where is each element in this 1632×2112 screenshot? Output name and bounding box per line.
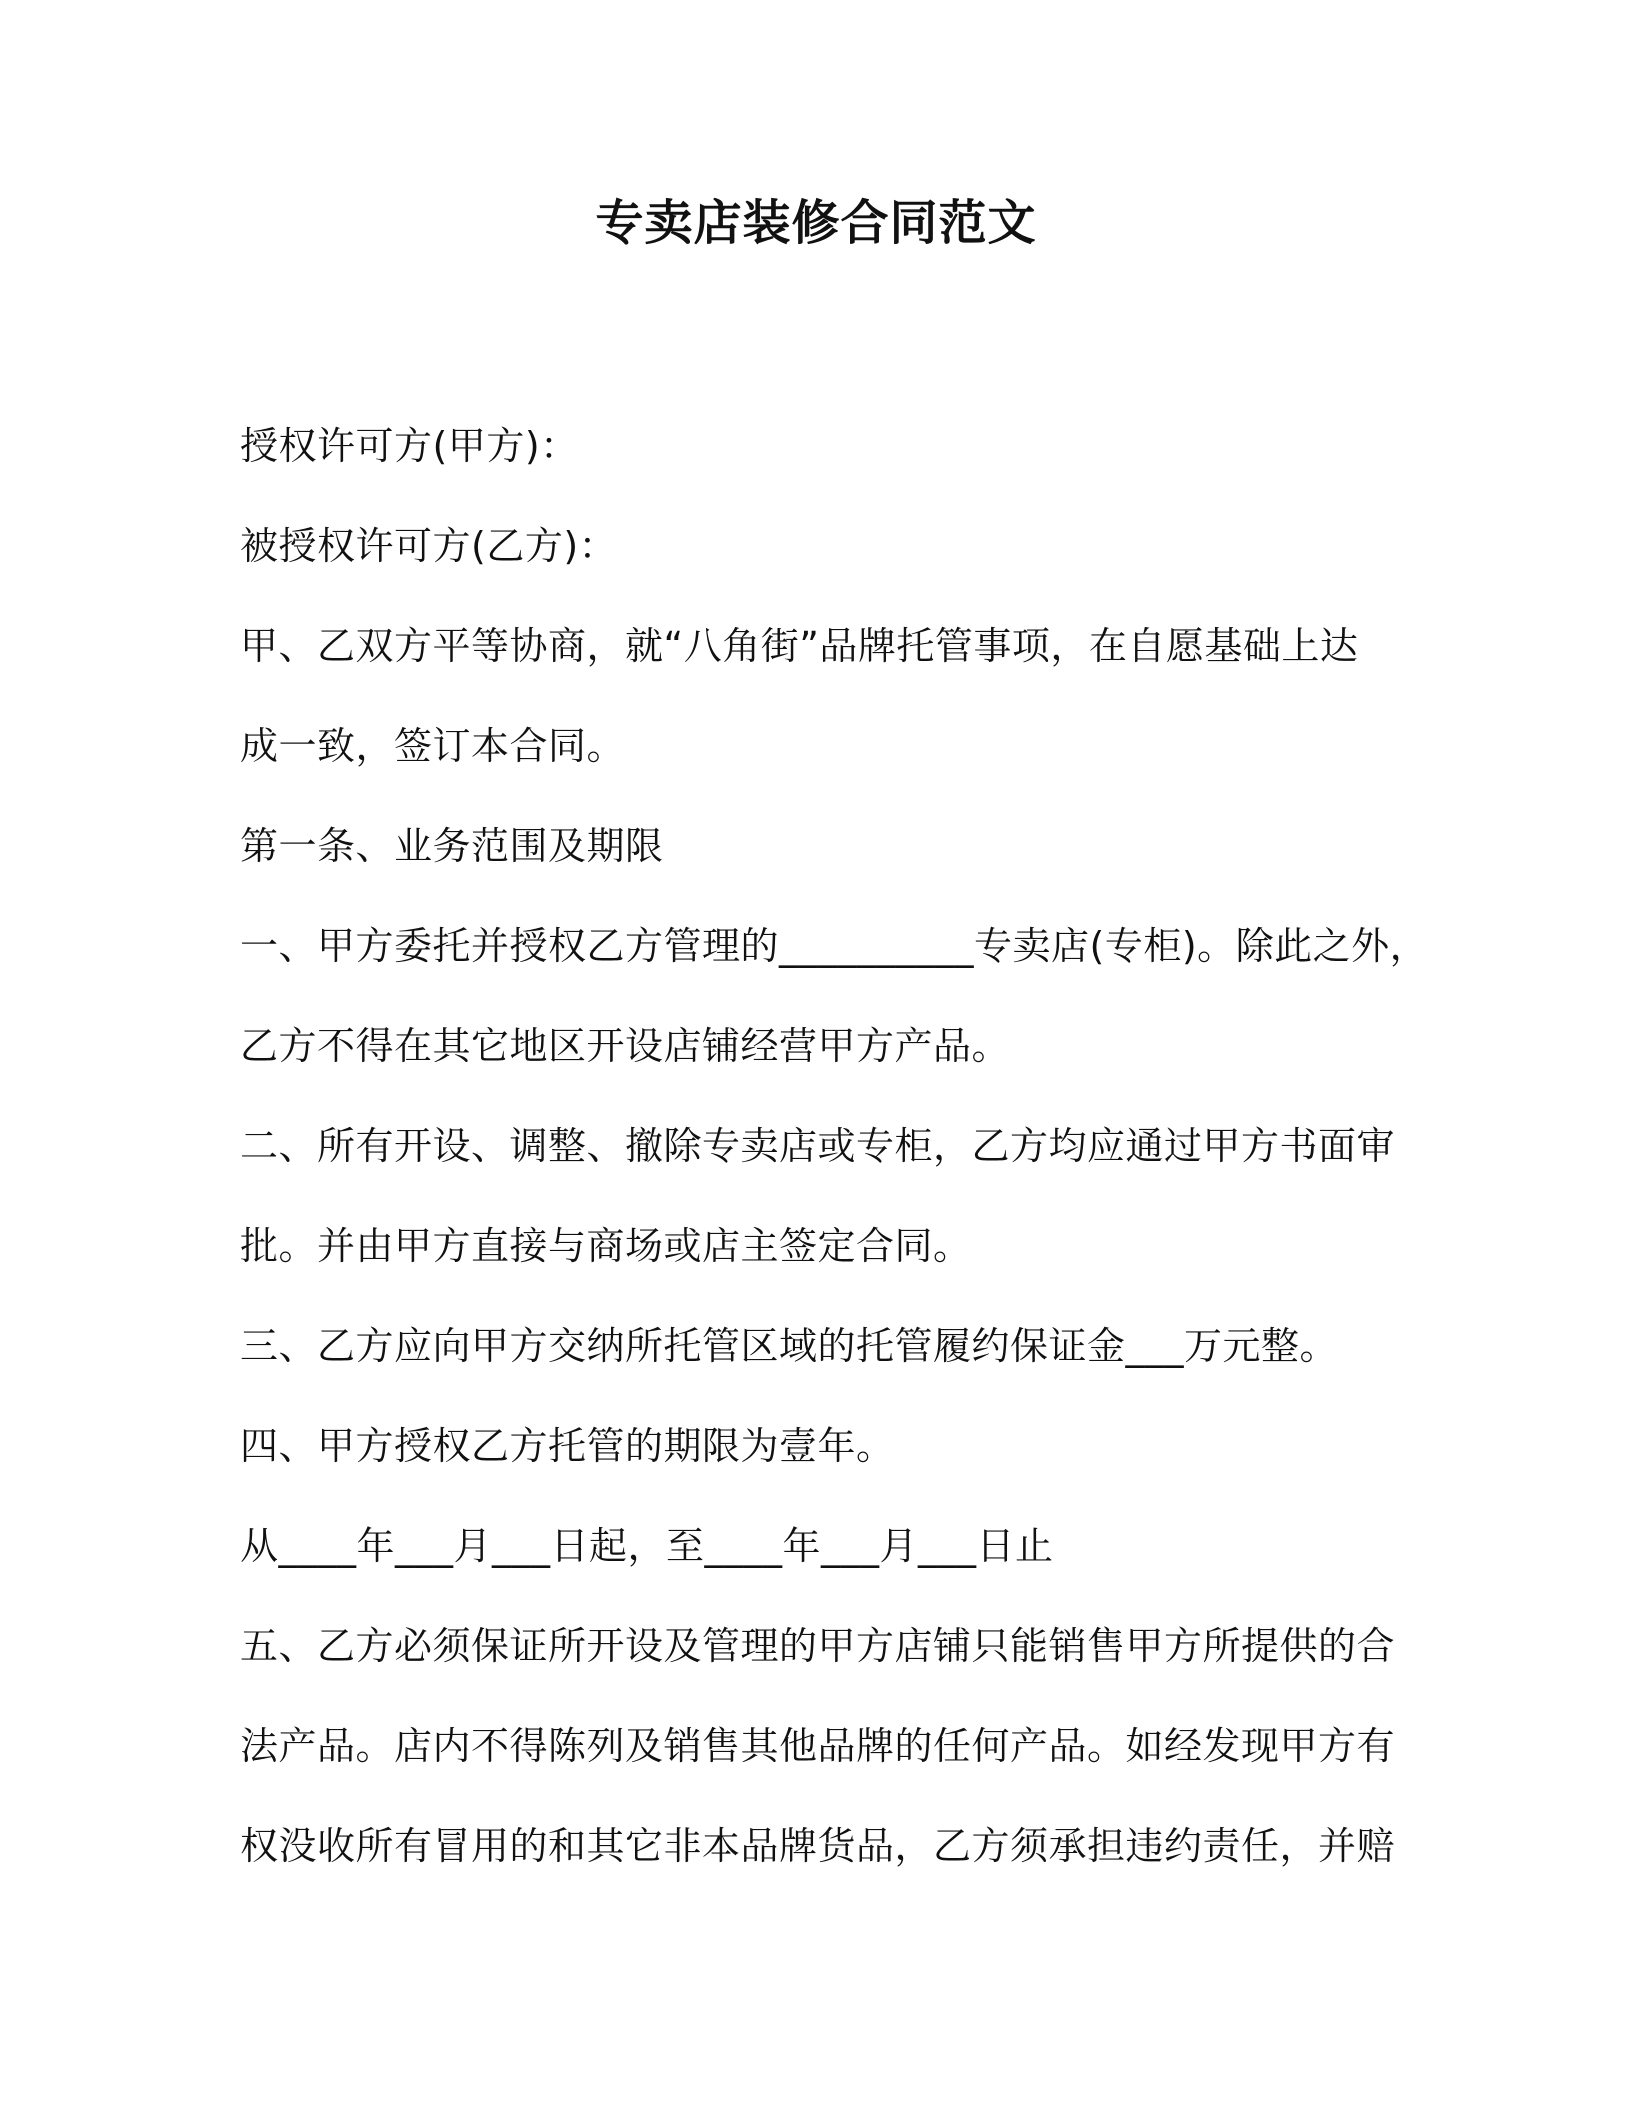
text-line-party-b: 被授权许可方(乙方)： bbox=[240, 524, 618, 568]
text-line-party-a: 授权许可方(甲方)： bbox=[240, 424, 579, 468]
text-line-clause-1a: 一、甲方委托并授权乙方管理的__________专卖店(专柜)。除此之外， bbox=[240, 924, 1429, 968]
text-line-clause-3: 三、乙方应向甲方交纳所托管区域的托管履约保证金___万元整。 bbox=[240, 1324, 1339, 1368]
text-line-clause-2b: 批。并由甲方直接与商场或店主签定合同。 bbox=[240, 1224, 972, 1268]
text-line-clause-1b: 乙方不得在其它地区开设店铺经营甲方产品。 bbox=[240, 1024, 1011, 1068]
text-line-clause-5a: 五、乙方必须保证所开设及管理的甲方店铺只能销售甲方所提供的合 bbox=[240, 1624, 1396, 1668]
text-line-period: 从____年___月___日起，至____年___月___日止 bbox=[240, 1524, 1054, 1568]
text-line-clause-4: 四、甲方授权乙方托管的期限为壹年。 bbox=[240, 1424, 895, 1468]
text-line-clause-5b: 法产品。店内不得陈列及销售其他品牌的任何产品。如经发现甲方有 bbox=[240, 1724, 1396, 1768]
text-line-intro-1: 甲、乙双方平等协商，就“八角街”品牌托管事项，在自愿基础上达 bbox=[240, 624, 1359, 668]
text-line-clause-5c: 权没收所有冒用的和其它非本品牌货品，乙方须承担违约责任，并赔 bbox=[240, 1824, 1396, 1868]
text-line-intro-2: 成一致，签订本合同。 bbox=[240, 724, 626, 768]
document-title: 专卖店装修合同范文 bbox=[595, 195, 1037, 251]
section-heading-article-1: 第一条、业务范围及期限 bbox=[240, 824, 664, 868]
text-line-clause-2a: 二、所有开设、调整、撤除专卖店或专柜，乙方均应通过甲方书面审 bbox=[240, 1124, 1396, 1168]
